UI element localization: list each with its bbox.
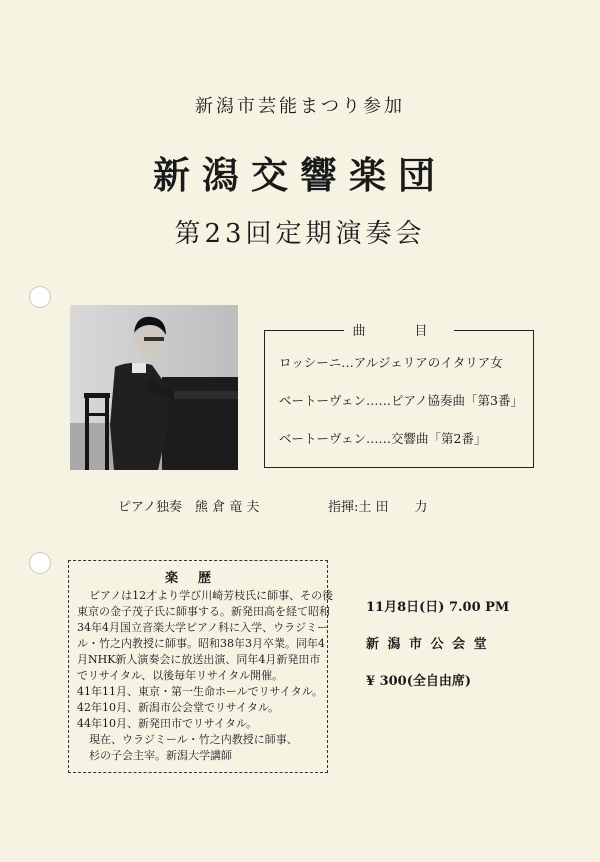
biography-line: ル・竹之内教授に師事。昭和38年3月卒業。同年4	[77, 637, 325, 650]
biography-box	[68, 560, 334, 773]
biography-line: 44年10月、新発田市でリサイタル。	[77, 717, 258, 730]
punch-hole-bottom	[29, 552, 51, 574]
biography-line: 東京の金子茂子氏に師事する。新発田高を経て昭和	[77, 605, 330, 618]
conductor-caption: 指揮:土 田 力	[328, 500, 428, 515]
program-item: ベートーヴェン……交響曲「第2番」	[279, 431, 487, 446]
program-item: ロッシーニ…アルジェリアのイタリア女	[279, 355, 503, 370]
concert-title: 第23回定期演奏会	[174, 219, 426, 249]
piano-soloist-caption: ピアノ独奏 熊 倉 竜 夫	[118, 500, 260, 515]
biography-line: 現在、ウラジミール・竹之内教授に師事、	[89, 733, 298, 746]
orchestra-title: 新潟交響楽団	[153, 153, 447, 197]
program-heading: 曲 目	[265, 320, 533, 339]
biography-line: でリサイタル、以後毎年リサイタル開催。	[77, 669, 284, 682]
pianist-photo	[70, 305, 238, 470]
biography-line: ピアノは12才より学び川崎芳枝氏に師事、その後	[89, 589, 334, 602]
biography-line: 杉の子会主宰。新潟大学講師	[89, 749, 232, 762]
biography-title: 楽歴	[164, 571, 231, 586]
event-datetime: 11月8日(日) 7.00 PM	[366, 600, 510, 615]
biography-line: 41年11月、東京・第一生命ホールでリサイタル。	[77, 685, 323, 698]
event-venue: 新 潟 市 公 会 堂	[366, 637, 489, 652]
punch-hole-top	[29, 286, 51, 308]
program-item: ベートーヴェン……ピアノ協奏曲「第3番」	[279, 393, 523, 408]
biography-line: 42年10月、新潟市公会堂でリサイタル。	[77, 701, 280, 714]
festival-subtitle: 新潟市芸能まつり参加	[195, 96, 405, 117]
biography-line: 月NHK新人演奏会に放送出演、同年4月新発田市	[77, 653, 321, 666]
event-price: ¥ 300(全自由席)	[366, 674, 472, 689]
biography-line: 34年4月国立音楽大学ピアノ科に入学、ウラジミー	[77, 621, 329, 634]
program-box	[264, 324, 534, 468]
